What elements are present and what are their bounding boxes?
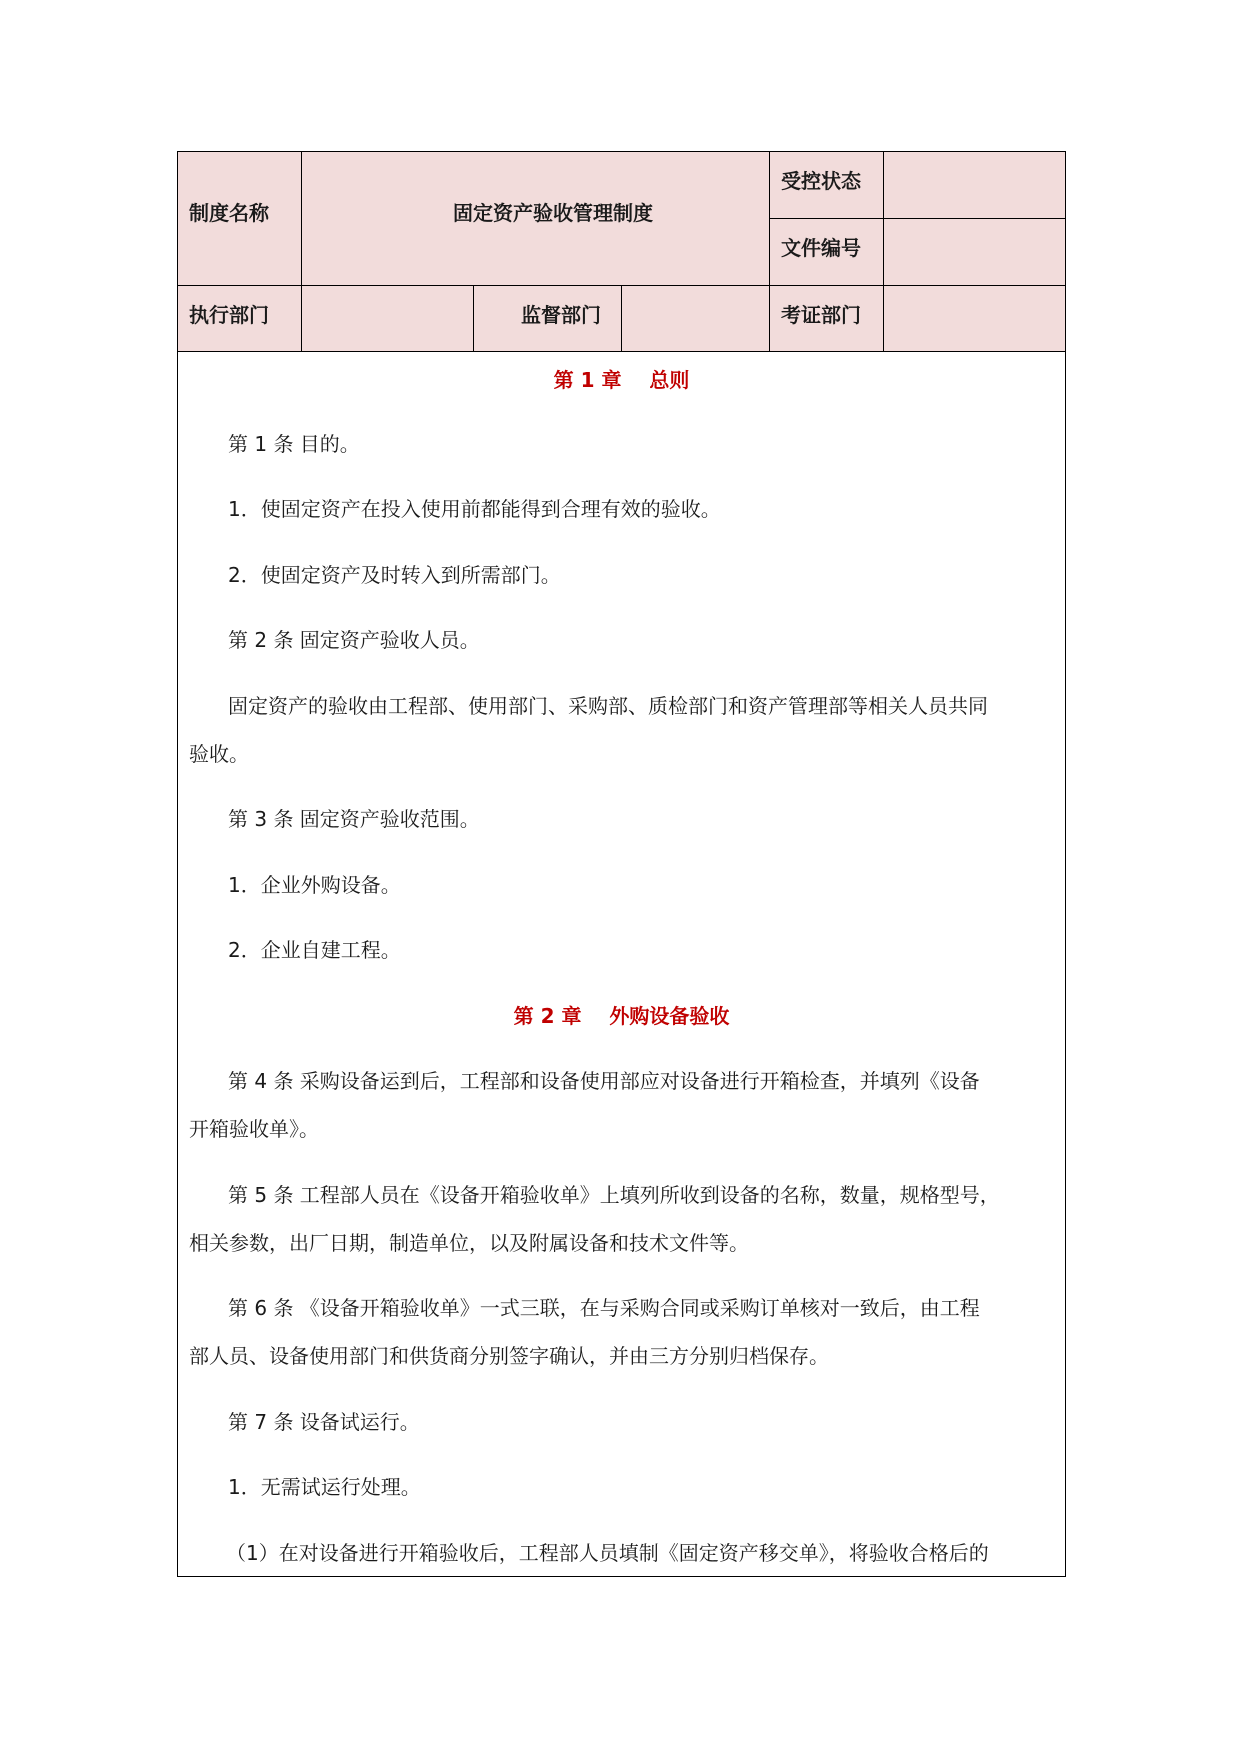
grid-line <box>769 152 770 352</box>
chapter-heading: 第 2 章 外购设备验收 <box>513 1004 730 1028</box>
grid-line <box>621 285 622 352</box>
exec-dept-label: 执行部门 <box>189 303 269 327</box>
paragraph-line: （1）在对设备进行开箱验收后，工程部人员填制《固定资产移交单》，将验收合格后的 <box>226 1541 989 1565</box>
list-item: 1．企业外购设备。 <box>228 873 401 897</box>
list-item: 1．使固定资产在投入使用前都能得到合理有效的验收。 <box>228 497 721 521</box>
grid-line <box>883 152 884 352</box>
article-heading: 第 3 条 固定资产验收范围。 <box>228 807 480 831</box>
paragraph-line: 第 4 条 采购设备运到后，工程部和设备使用部应对设备进行开箱检查，并填列《设备 <box>228 1069 980 1093</box>
policy-name-value: 固定资产验收管理制度 <box>453 201 653 225</box>
paragraph-line: 开箱验收单》。 <box>189 1117 319 1141</box>
paragraph-line: 固定资产的验收由工程部、使用部门、采购部、质检部门和资产管理部等相关人员共同 <box>228 694 988 718</box>
supervise-dept-label: 监督部门 <box>521 303 601 327</box>
list-item: 2．使固定资产及时转入到所需部门。 <box>228 563 561 587</box>
paragraph-line: 验收。 <box>189 742 249 766</box>
grid-line <box>301 152 302 352</box>
file-number-label: 文件编号 <box>781 236 861 260</box>
grid-line <box>178 285 1066 286</box>
paragraph-line: 第 5 条 工程部人员在《设备开箱验收单》上填列所收到设备的名称，数量，规格型号， <box>228 1183 1000 1207</box>
control-status-label: 受控状态 <box>781 169 861 193</box>
paragraph-line: 相关参数，出厂日期，制造单位，以及附属设备和技术文件等。 <box>189 1231 749 1255</box>
paragraph-line: 第 6 条 《设备开箱验收单》一式三联，在与采购合同或采购订单核对一致后，由工程 <box>228 1296 980 1320</box>
list-item: 1．无需试运行处理。 <box>228 1475 421 1499</box>
policy-name-label: 制度名称 <box>189 201 269 225</box>
header-section <box>178 152 1065 352</box>
article-heading: 第 1 条 目的。 <box>228 432 360 456</box>
grid-line <box>473 285 474 352</box>
chapter-heading: 第 1 章 总则 <box>553 368 690 392</box>
article-heading: 第 7 条 设备试运行。 <box>228 1410 420 1434</box>
verify-dept-label: 考证部门 <box>781 303 861 327</box>
document-table <box>177 151 1066 1577</box>
grid-line <box>769 218 1066 219</box>
article-heading: 第 2 条 固定资产验收人员。 <box>228 628 480 652</box>
list-item: 2．企业自建工程。 <box>228 938 401 962</box>
paragraph-line: 部人员、设备使用部门和供货商分别签字确认，并由三方分别归档保存。 <box>189 1344 829 1368</box>
